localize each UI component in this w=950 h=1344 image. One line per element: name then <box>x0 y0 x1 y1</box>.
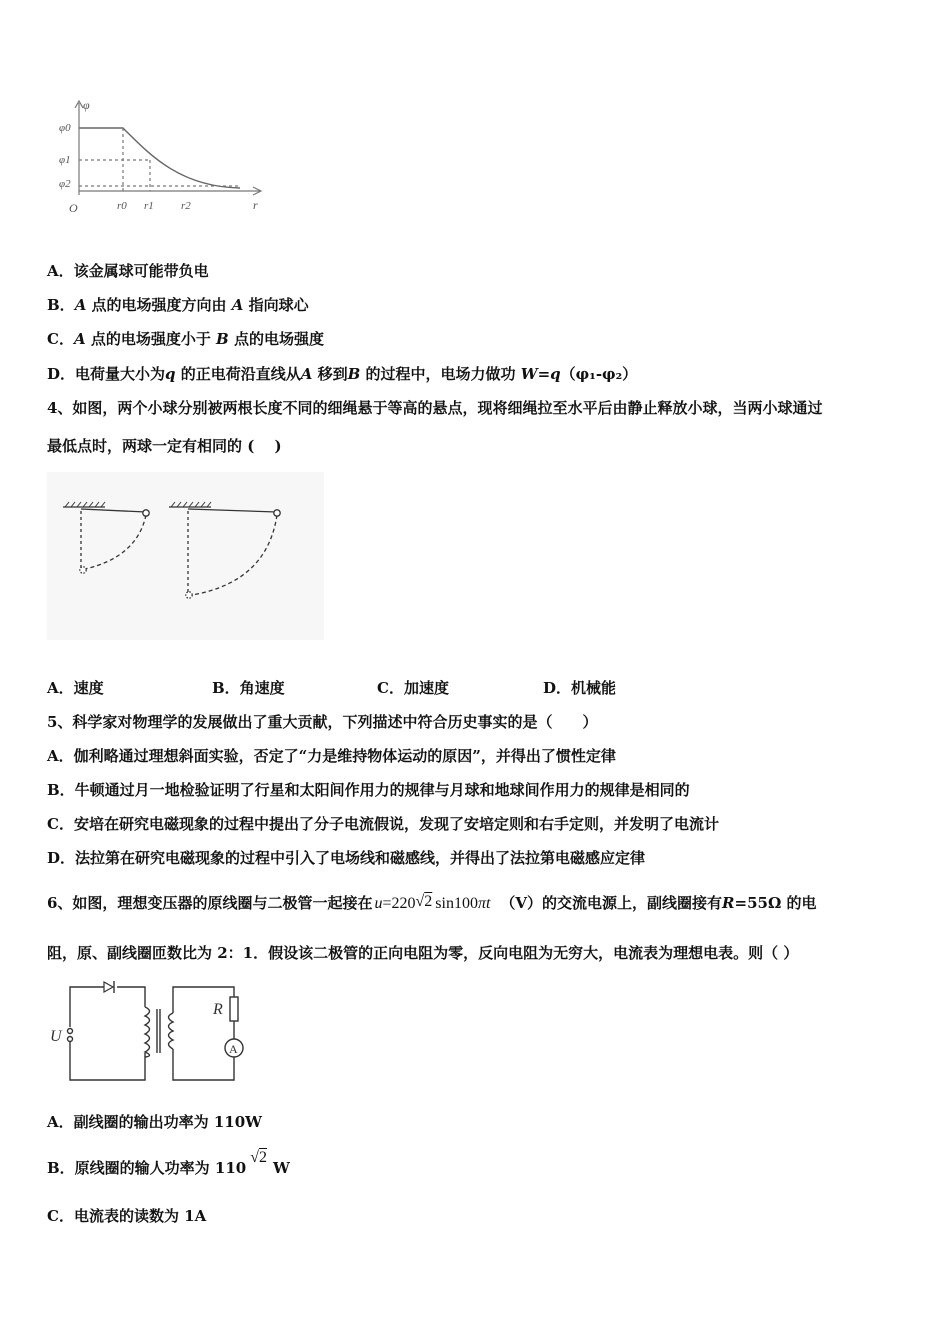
q3-option-b: B．A 点的电场强度方向由 A 指向球心 <box>47 296 309 314</box>
circuit-diagram <box>47 975 247 1087</box>
q3-option-c: C．A 点的电场强度小于 B 点的电场强度 <box>47 330 324 348</box>
tick-phi1: φ1 <box>59 154 71 166</box>
axis-y-label: φ <box>83 98 90 112</box>
q5-stem: 5、科学家对物理学的发展做出了重大贡献，下列描述中符合历史事实的是（ ） <box>47 713 598 731</box>
q5-option-a: A．伽利略通过理想斜面实验，否定了“力是维持物体运动的原因”，并得出了惯性定律 <box>47 747 616 765</box>
tick-r1: r1 <box>144 200 154 212</box>
tick-r0: r0 <box>117 200 127 212</box>
source-label: U <box>50 1028 62 1045</box>
q6-option-b: B．原线圈的输人功率为 110√2W <box>47 1149 290 1177</box>
q6-stem-line2: 阻，原、副线圈匝数比为 2：1．假设该二极管的正向电阻为零，反向电阻为无穷大，电流表为理想电表。则（ ） <box>47 944 799 962</box>
q5-option-c: C．安培在研究电磁现象的过程中提出了分子电流假说，发现了安培定则和右手定则，并发明了电流计 <box>47 815 719 833</box>
q4-stem-line2: 最低点时，两球一定有相同的 ( ) <box>47 437 282 455</box>
q6-option-a: A．副线圈的输出功率为 110W <box>47 1113 263 1131</box>
q5-option-b: B．牛顿通过月一地检验证明了行星和太阳间作用力的规律与月球和地球间作用力的规律是相同的 <box>47 781 690 799</box>
axis-x-label: r <box>253 198 258 212</box>
ammeter-label: A <box>229 1042 238 1056</box>
q3-option-a: A．该金属球可能带负电 <box>47 262 209 280</box>
q4-option-b: B．角速度 <box>212 679 285 697</box>
q3-option-d: D．电荷量大小为q 的正电荷沿直线从A 移到B 的过程中，电场力做功 W=q（φ₁-φ₂） <box>47 365 638 383</box>
q5-option-d: D．法拉第在研究电磁现象的过程中引入了电场线和磁感线，并得出了法拉第电磁感应定律 <box>47 849 646 867</box>
q6-option-c: C．电流表的读数为 1A <box>47 1207 207 1225</box>
resistor-label: R <box>213 1001 223 1018</box>
q4-option-c: C．加速度 <box>377 679 449 697</box>
q4-option-a: A．速度 <box>47 679 104 697</box>
tick-phi0: φ0 <box>59 122 71 134</box>
origin-label: O <box>69 201 78 215</box>
q6-stem-line1: 6、如图，理想变压器的原线圈与二极管一起接在 u=220√2 sin100πt （V）的交流电源上，副线圈接有R=55Ω 的电 <box>47 893 817 912</box>
tick-r2: r2 <box>181 200 191 212</box>
pendulum-figure <box>47 472 324 640</box>
q4-stem-line1: 4、如图，两个小球分别被两根长度不同的细绳悬于等高的悬点，现将细绳拉至水平后由静止释放小球，当两小球通过 <box>47 399 823 417</box>
q4-option-d: D．机械能 <box>543 679 617 697</box>
tick-phi2: φ2 <box>59 178 71 190</box>
potential-graph <box>55 95 270 220</box>
